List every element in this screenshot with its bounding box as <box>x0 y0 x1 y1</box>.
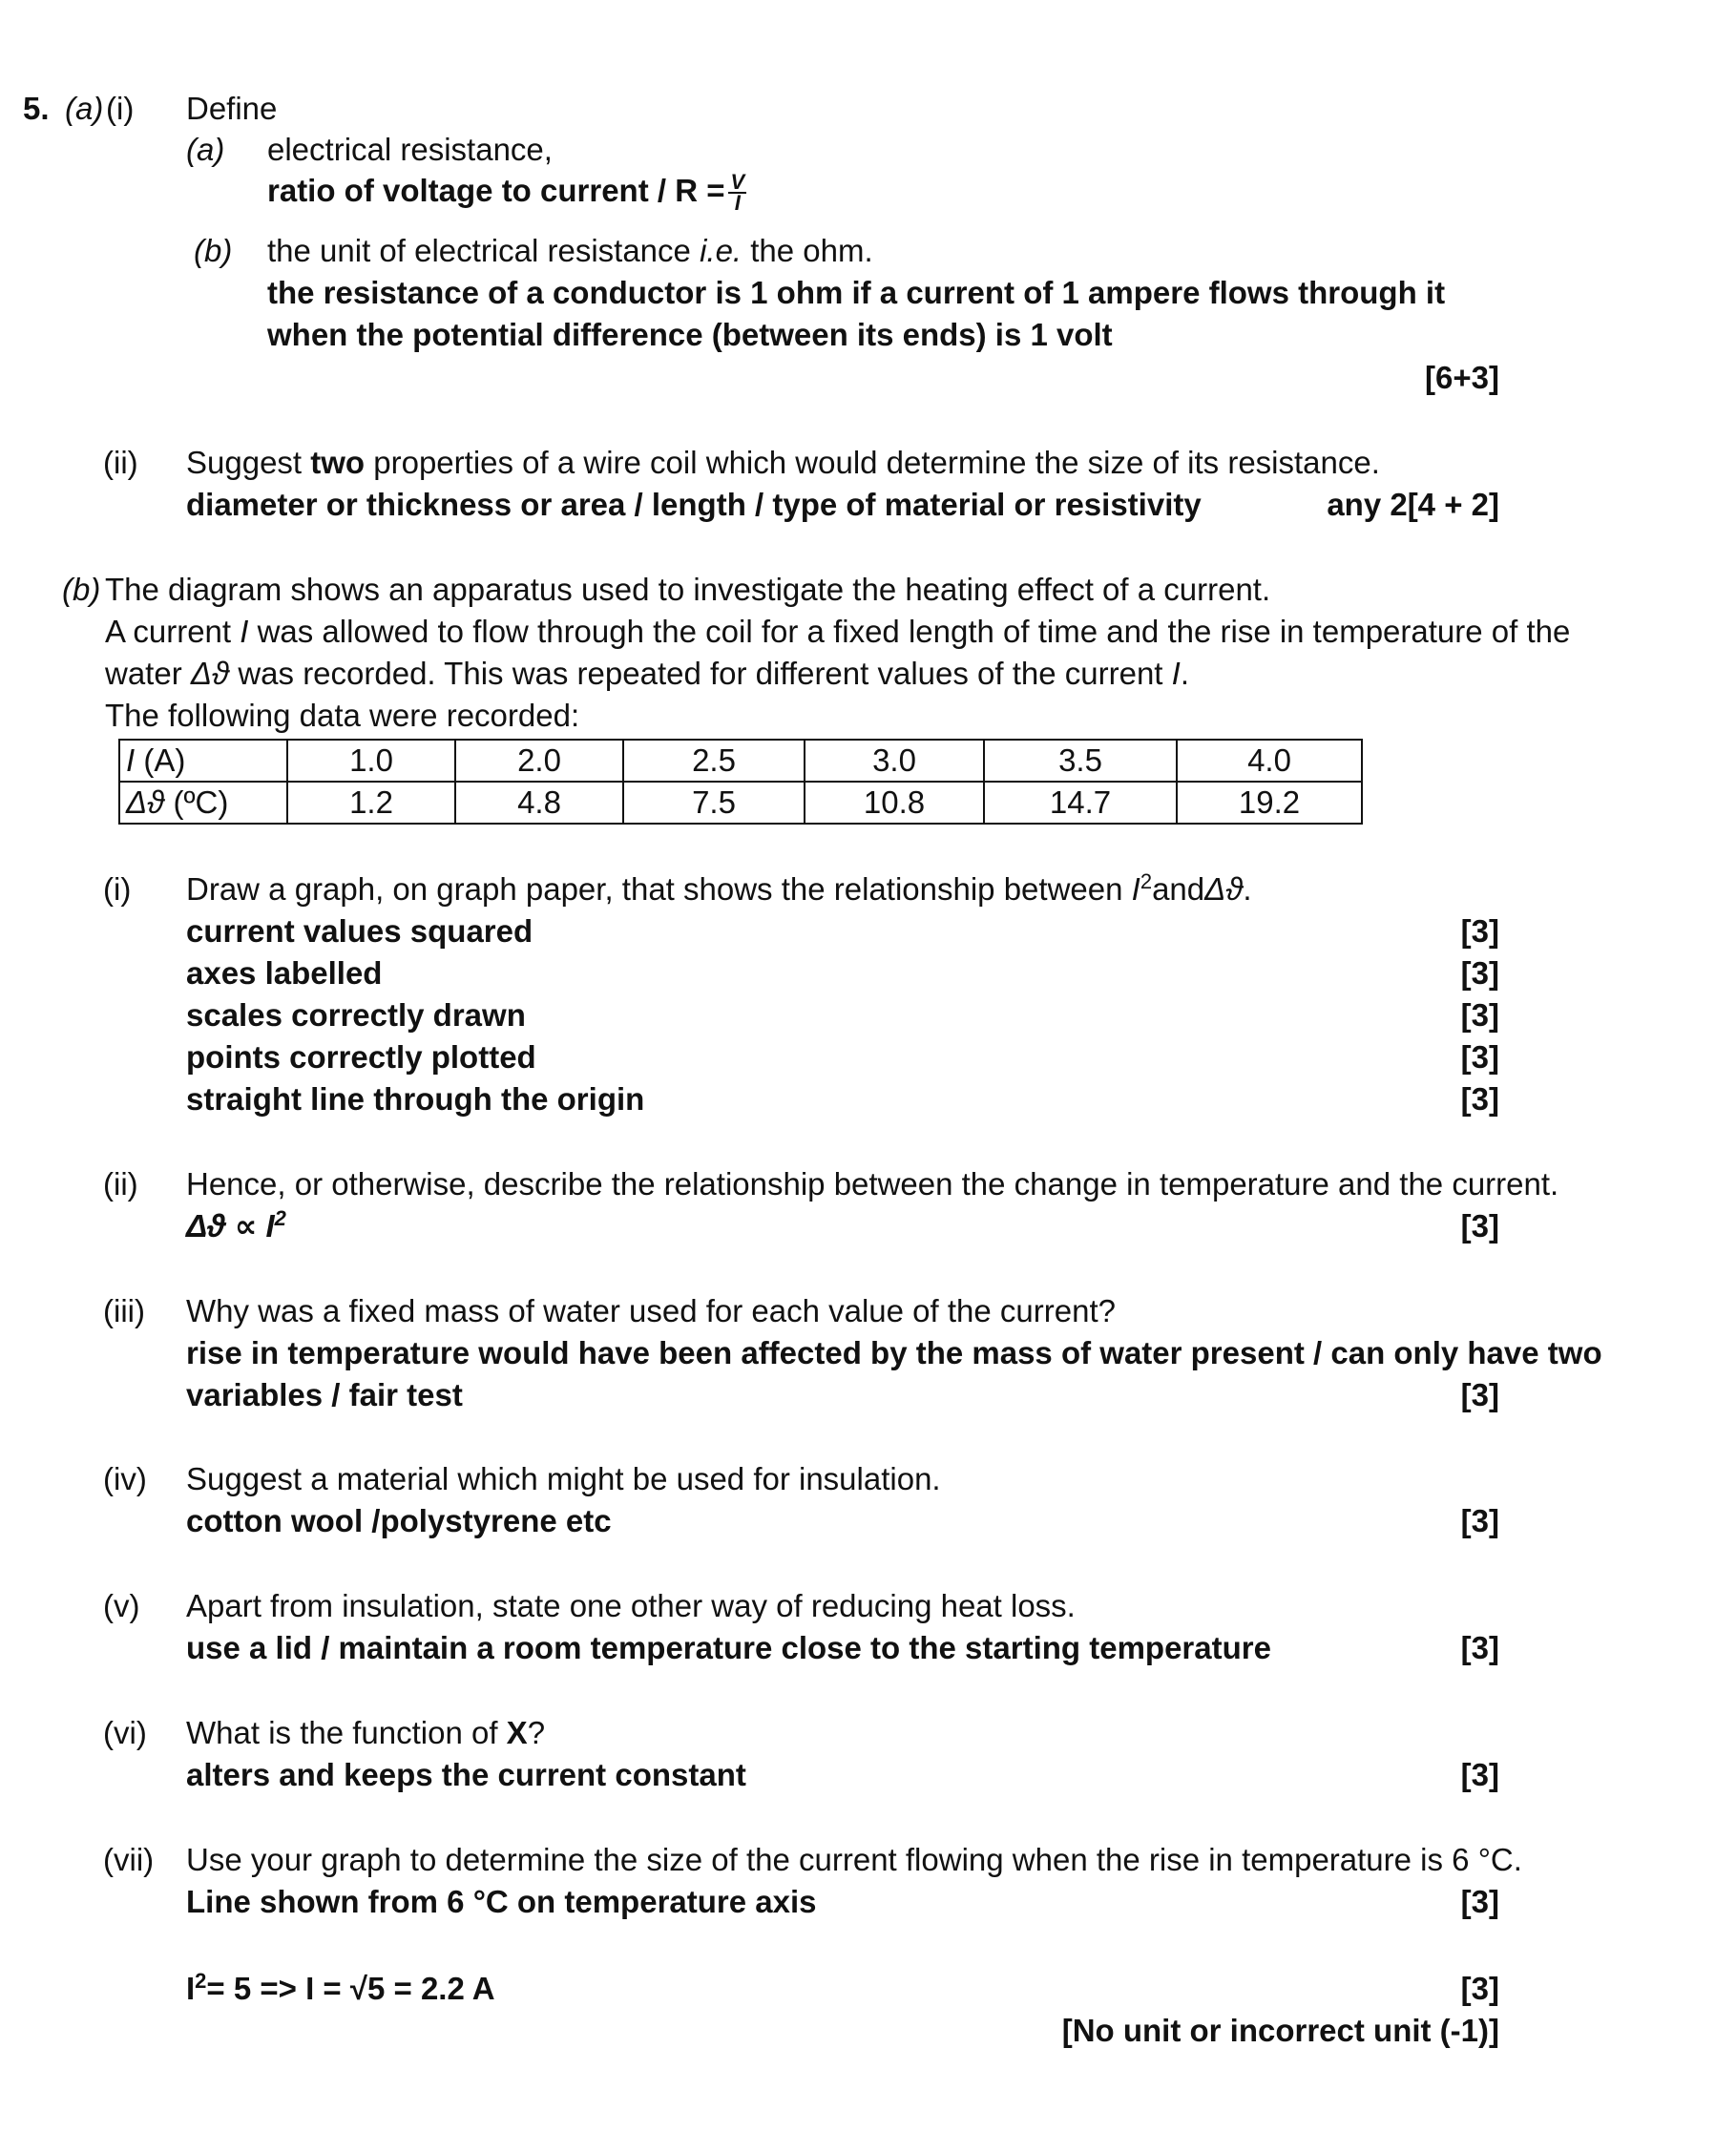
a-ii-q-1: Suggest <box>186 445 311 480</box>
b-vi-mark: [3] <box>1460 1757 1499 1792</box>
fraction-numerator: V <box>730 170 745 195</box>
b-iv-label: (iv) <box>103 1461 147 1496</box>
b-v-label: (v) <box>103 1588 140 1623</box>
b-vi-label: (vi) <box>103 1715 147 1750</box>
temp-header-unit: (ºC) <box>164 784 229 820</box>
b-vii-note: [No unit or incorrect unit (-1)] <box>1061 2013 1499 2048</box>
intro-3i: Δϑ <box>190 656 230 691</box>
intro-2b: was allowed to flow through the coil for a fixed length of time and the rise in temperature of the <box>248 614 1571 649</box>
b-i-mark-5: [3] <box>1460 1081 1499 1117</box>
table-cell: 3.5 <box>984 740 1177 782</box>
table-cell: 7.5 <box>623 782 805 824</box>
b-i-mark-2: [3] <box>1460 955 1499 991</box>
table-row-temp <box>119 782 1362 824</box>
table-cell: 4.8 <box>455 782 623 824</box>
b-i-mark-3: [3] <box>1460 997 1499 1033</box>
define-b-text-1: the unit of electrical resistance <box>267 233 701 268</box>
current-header-unit: (A) <box>135 742 186 778</box>
intro-2a: A current <box>105 614 241 649</box>
part-b-label: (b) <box>62 572 101 607</box>
b-i-mark-4: [3] <box>1460 1039 1499 1075</box>
table-cell: 4.0 <box>1177 740 1362 782</box>
b-vii-question: Use your graph to determine the size of the current flowing when the rise in temperature is 6 °C. <box>186 1842 1522 1877</box>
b-iv-answer: cotton wool /polystyrene etc <box>186 1503 612 1538</box>
a-ii-answer: diameter or thickness or area / length / type of material or resistivity <box>186 487 1202 522</box>
intro-3d: . <box>1180 656 1189 691</box>
temp-header-symbol: Δϑ <box>126 784 165 820</box>
define-b-answer-2: when the potential difference (between its ends) is 1 volt <box>267 317 1113 352</box>
define-b-text <box>267 232 873 270</box>
b-vii-answer-2sup: 2 <box>195 1969 207 1993</box>
b-vi-q-bold: X <box>506 1715 528 1750</box>
b-i-mark-1: [3] <box>1460 913 1499 949</box>
b-vii-answer-2b: = 5 => I = √5 = 2.2 A <box>206 1971 495 2006</box>
b-vii-mark-2: [3] <box>1460 1971 1499 2006</box>
b-vi-q-2: ? <box>527 1715 546 1750</box>
b-i-q-1: Draw a graph, on graph paper, that shows the relationship between <box>186 871 1132 907</box>
a-ii-q-bold: two <box>310 445 366 480</box>
b-ii-label: (ii) <box>103 1166 138 1202</box>
b-iii-answer-2: variables / fair test <box>186 1377 463 1412</box>
b-vi-q-1: What is the function of <box>186 1715 507 1750</box>
b-i-q-3: Δϑ <box>1204 871 1244 907</box>
b-iii-answer-1: rise in temperature would have been affected by the mass of water present / can only have two <box>186 1335 1602 1370</box>
part-b-intro-2 <box>105 613 1570 651</box>
data-table <box>118 739 1363 825</box>
define-b-label: (b) <box>194 233 233 268</box>
b-iii-mark: [3] <box>1460 1377 1499 1412</box>
sub-ii-label: (ii) <box>103 445 138 480</box>
b-vii-mark-1: [3] <box>1460 1884 1499 1919</box>
define-a-label: (a) <box>186 132 225 167</box>
part-a-label: (a) <box>65 91 104 126</box>
table-cell: 1.0 <box>287 740 455 782</box>
b-i-answer-4: points correctly plotted <box>186 1039 536 1075</box>
b-i-q-sup: 2 <box>1140 869 1153 893</box>
b-ii-answer-text: Δϑ ∝ I <box>186 1208 275 1244</box>
b-i-answer-5: straight line through the origin <box>186 1081 645 1117</box>
table-cell: 19.2 <box>1177 782 1362 824</box>
sub-i-label: (i) <box>106 91 135 126</box>
temp-header <box>119 782 287 824</box>
b-vi-answer: alters and keeps the current constant <box>186 1757 746 1792</box>
b-iii-question: Why was a fixed mass of water used for each value of the current? <box>186 1293 1116 1328</box>
b-i-q-4: . <box>1243 871 1252 907</box>
define-b-answer-1: the resistance of a conductor is 1 ohm if a current of 1 ampere flows through it <box>267 275 1446 310</box>
b-vii-label: (vii) <box>103 1842 155 1877</box>
b-i-q-2: and <box>1152 871 1205 907</box>
a-ii-q-2: properties of a wire coil which would determine the size of its resistance. <box>365 445 1380 480</box>
b-iv-question: Suggest a material which might be used for insulation. <box>186 1461 941 1496</box>
b-i-question <box>186 870 1252 909</box>
table-cell: 14.7 <box>984 782 1177 824</box>
intro-2i: I <box>240 614 249 649</box>
define-heading: Define <box>186 91 278 126</box>
b-vi-question <box>186 1714 545 1752</box>
define-a-answer-text: ratio of voltage to current / R = <box>267 173 725 208</box>
a-ii-question <box>186 444 1380 482</box>
marks-a-ii: any 2[4 + 2] <box>1327 487 1499 522</box>
table-cell: 2.5 <box>623 740 805 782</box>
define-a-text: electrical resistance, <box>267 132 553 167</box>
b-vii-answer-1: Line shown from 6 °C on temperature axis <box>186 1884 817 1919</box>
define-b-ie: i.e. <box>700 233 743 268</box>
b-i-answer-2: axes labelled <box>186 955 383 991</box>
part-b-intro-1: The diagram shows an apparatus used to investigate the heating effect of a current. <box>105 572 1271 607</box>
table-cell: 1.2 <box>287 782 455 824</box>
b-vii-answer-2 <box>186 1970 495 2008</box>
intro-3c: I <box>1171 656 1181 691</box>
b-v-mark: [3] <box>1460 1630 1499 1665</box>
b-v-question: Apart from insulation, state one other way of reducing heat loss. <box>186 1588 1076 1623</box>
b-v-answer: use a lid / maintain a room temperature close to the starting temperature <box>186 1630 1271 1665</box>
v-over-i-fraction <box>728 170 746 216</box>
b-iii-label: (iii) <box>103 1293 145 1328</box>
define-a-answer <box>267 170 746 216</box>
part-b-intro-3 <box>105 655 1189 693</box>
define-b-text-2: the ohm. <box>742 233 873 268</box>
b-iv-mark: [3] <box>1460 1503 1499 1538</box>
marks-a-i: [6+3] <box>1425 360 1499 395</box>
table-row-current <box>119 740 1362 782</box>
b-ii-question: Hence, or otherwise, describe the relationship between the change in temperature and the current. <box>186 1166 1559 1202</box>
fraction-denominator: I <box>734 191 741 216</box>
b-i-label: (i) <box>103 871 132 907</box>
b-vii-answer-2a: I <box>186 1971 196 2006</box>
b-i-answer-3: scales correctly drawn <box>186 997 526 1033</box>
intro-3b: was recorded. This was repeated for different values of the current <box>229 656 1172 691</box>
current-header-symbol: I <box>126 742 136 778</box>
table-cell: 3.0 <box>805 740 984 782</box>
current-header <box>119 740 287 782</box>
b-ii-answer-sup: 2 <box>274 1206 286 1230</box>
part-b-intro-4: The following data were recorded: <box>105 698 580 733</box>
b-ii-answer <box>186 1207 286 1245</box>
question-number: 5. <box>23 91 50 126</box>
intro-3a: water <box>105 656 191 691</box>
table-cell: 2.0 <box>455 740 623 782</box>
table-cell: 10.8 <box>805 782 984 824</box>
b-ii-mark: [3] <box>1460 1208 1499 1244</box>
b-i-q-i: I <box>1131 871 1140 907</box>
b-i-answer-1: current values squared <box>186 913 533 949</box>
